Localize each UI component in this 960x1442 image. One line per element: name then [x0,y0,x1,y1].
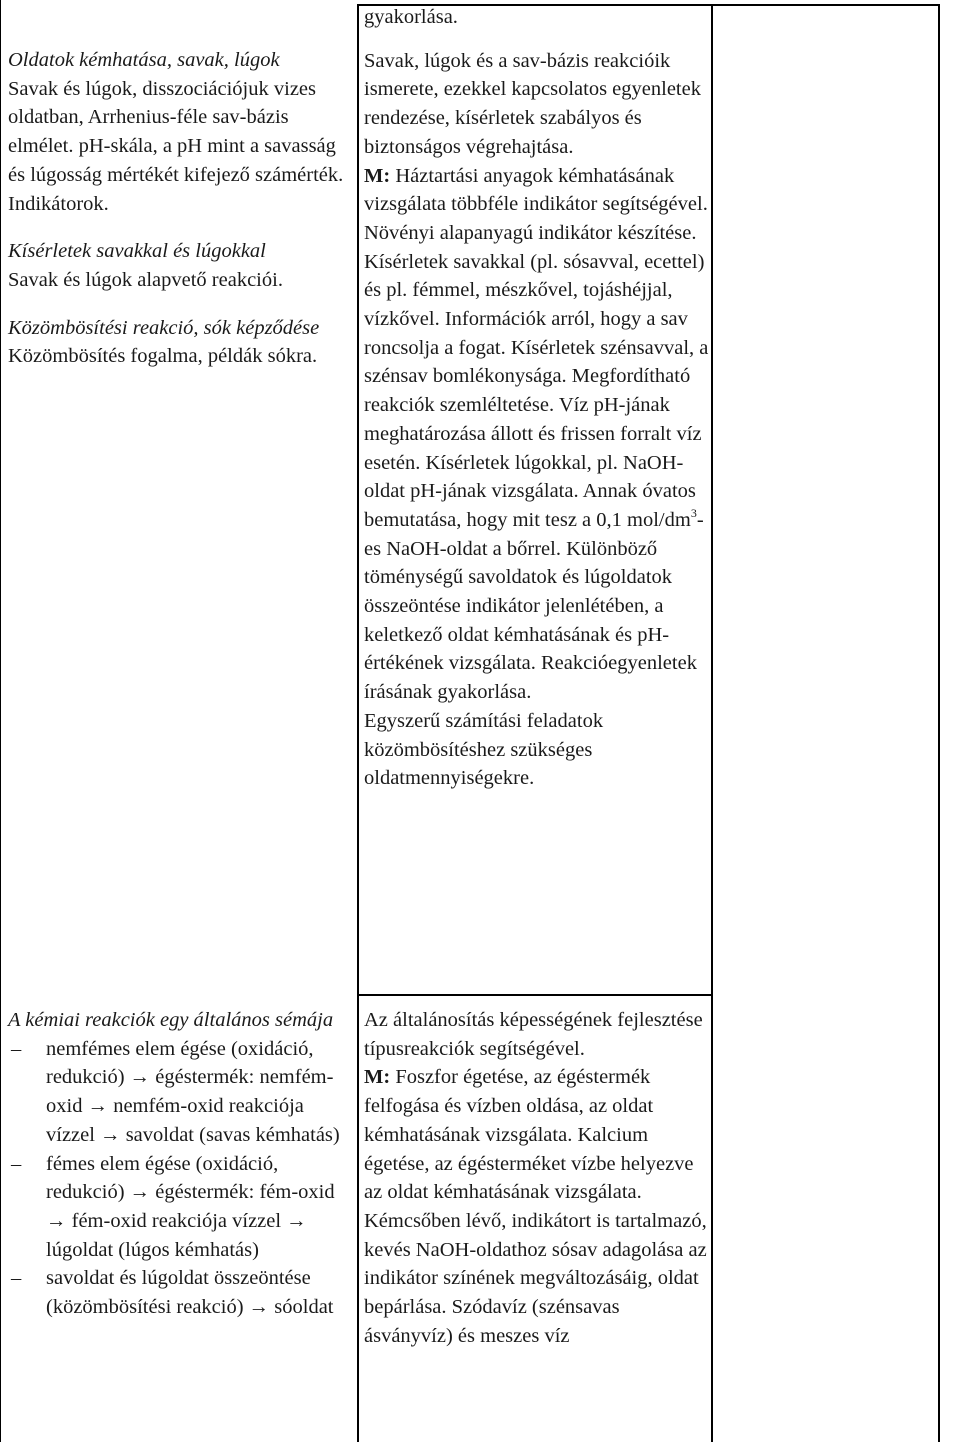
column-divider-2 [711,4,713,1442]
activities-cell-2 [364,1006,709,1350]
section-heading: Kísérletek savakkal és lúgokkal [8,240,266,263]
examples-text-part2: -es NaOH-oldat a bőrrel. Különböző töménységű savoldatok és lúgoldatok összeöntése indikátor jelenlétében, a keletkező oldat kémhatásának és pH-értékének vizsgálata. Reakcióegyenletek írásának gyakorlása. [364,508,704,704]
reaction-scheme-section [8,1006,348,1322]
skills-paragraph: Savak, lúgok és a sav-bázis reakcióik ismerete, ezekkel kapcsolatos egyenletek rendezése, kísérletek szabályos és biztonságos végrehajtása. [364,49,701,158]
section-text: Savak és lúgok alapvető reakciói. [8,268,283,291]
continuation-text: gyakorlása. [364,6,458,28]
section-heading: Közömbösítési reakció, sók képződése [8,316,320,339]
skills-paragraph: Az általánosítás képességének fejlesztése típusreakciók segítségével. [364,1009,703,1060]
examples-text: Foszfor égetése, az égéstermék felfogása és vízben oldása, az oldat kémhatásának vizsgálata. Kalcium égetése, az égésterméket vízbe helyezve az oldat kémhatásának vizsgálata. Kémcsőben lévő, indikátort is tartalmazó, kevés NaOH-oldathoz sósav adagolása az indikátor színének megváltozásáig, oldat bepárlása. Szódavíz (szénsavas ásványvíz) és meszes víz [364,1066,707,1347]
section-acid-base-experiments [8,237,348,294]
examples-label: M: [364,164,391,187]
table-left-border [0,0,1,1442]
section-text: Savak és lúgok, disszociációjuk vizes oldatban, Arrhenius-féle sav-bázis elmélet. pH-skála, a pH mint a savasság és lúgosság mértékét kifejező számérték. Indikátorok. [8,77,344,215]
column-divider-1 [357,4,359,1442]
dash-bullet: – [11,1267,22,1290]
reaction-scheme-list [8,1035,348,1322]
examples-paragraph [364,162,709,707]
list-item [8,1035,348,1150]
exponent: 3 [690,505,697,520]
dash-bullet: – [11,1152,22,1175]
list-item [8,1264,348,1321]
section-text: Közömbösítés fogalma, példák sókra. [8,345,318,368]
section-neutralization [8,314,348,371]
list-item-text: savoldat és lúgoldat összeöntése (közömbösítési reakció) → sóoldat [46,1267,334,1319]
dash-bullet: – [11,1037,22,1060]
examples-label: M: [364,1066,391,1089]
row-divider [358,994,711,996]
section-heading: A kémiai reakciók egy általános sémája [8,1009,334,1031]
table-right-border [938,4,940,1442]
list-item [8,1150,348,1265]
list-item-text: nemfémes elem égése (oxidáció, redukció) → égéstermék: nemfém-oxid → nemfém-oxid reakciója vízzel → savoldat (savas kémhatás) [46,1037,340,1146]
calculation-paragraph: Egyszerű számítási feladatok közömbösítéshez szükséges oldatmennyiségekre. [364,709,604,790]
topics-column [8,46,348,371]
examples-text-part1: Háztartási anyagok kémhatásának vizsgálata többféle indikátor segítségével. Növényi alapanyagú indikátor készítése. Kísérletek savakkal (pl. sósavval, ecettel) és pl. fémmel, mészkővel, tojáshéjjal, vízkővel. Információk arról, hogy a sav roncsolja a fogat. Kísérletek szénsavval, a szénsav bomlékonysága. Megfordítható reakciók szemléltetése. Víz pH-jának meghatározása állott és frissen forralt víz esetén. Kísérletek lúgokkal, pl. NaOH-oldat pH-jának vizsgálata. Annak óvatos bemutatása, hogy mit tesz a 0,1 mol/dm [364,164,709,531]
section-heading: Oldatok kémhatása, savak, lúgok [8,49,280,71]
section-solutions-ph [8,46,348,218]
activities-cell-1 [364,3,709,793]
list-item-text: fémes elem égése (oxidáció, redukció) → égéstermék: fém-oxid → fém-oxid reakciója vízzel → lúgoldat (lúgos kémhatás) [46,1152,335,1261]
notes-column-empty [714,6,936,1436]
examples-paragraph [364,1063,709,1350]
